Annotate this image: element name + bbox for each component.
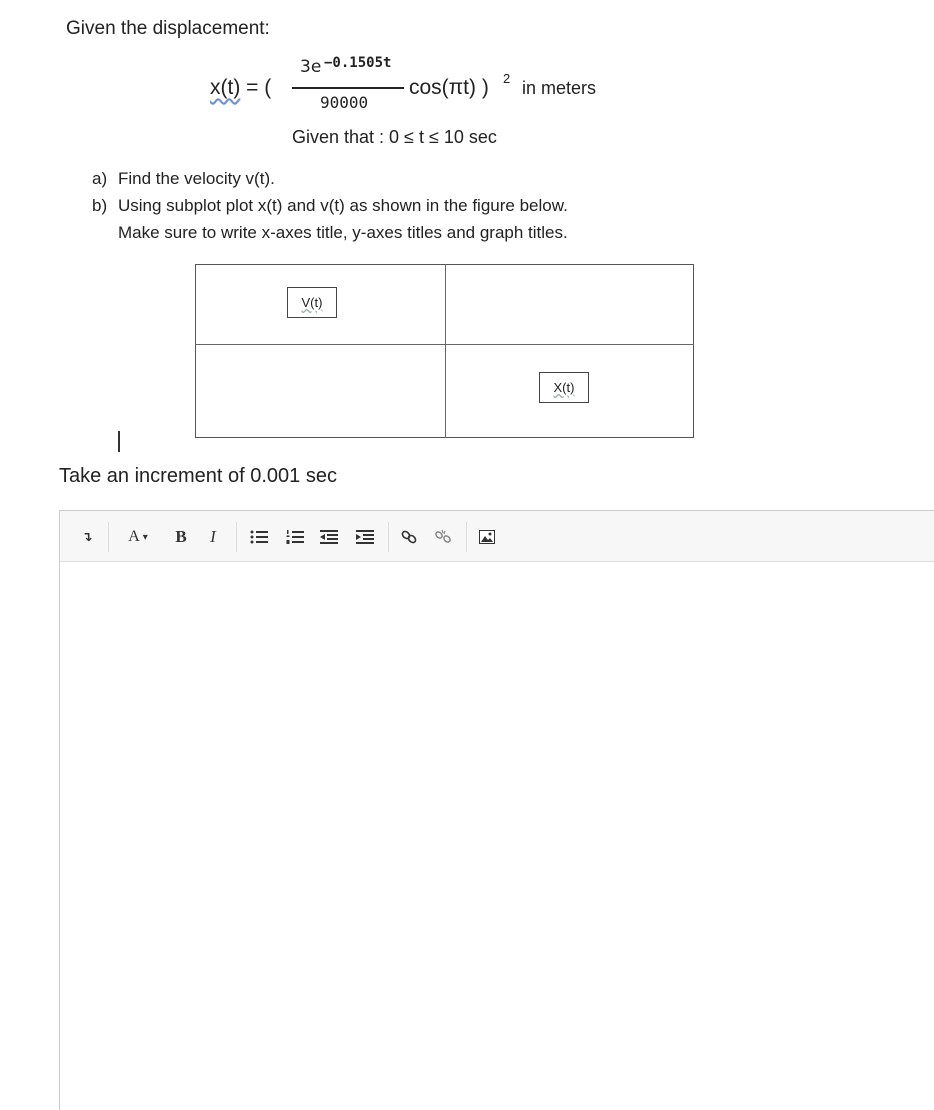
part-a-text: Find the velocity v(t). [118,169,275,188]
bold-button[interactable]: B [175,527,187,546]
subplot-label-x [539,372,589,403]
ordered-list-button[interactable] [284,524,306,550]
toolbar-separator [236,522,237,552]
insert-image-button[interactable] [476,524,498,550]
subplot-label-v [287,287,337,318]
toolbar-separator [388,522,389,552]
equation-units: in meters [522,78,597,98]
unlink-button[interactable] [432,524,454,550]
indent-button[interactable] [354,524,376,550]
part-a [92,165,568,192]
question-parts [92,165,568,246]
outdent-button[interactable] [318,524,340,550]
editor-content-area[interactable] [61,562,934,1109]
equation-cos-term: cos(πt) ) [409,76,489,99]
part-b-continuation: Make sure to write x-axes title, y-axes titles and graph titles. [118,223,568,242]
unordered-list-button[interactable] [248,524,270,550]
part-a-letter: a) [92,169,108,188]
fraction-bar [292,87,404,89]
unlink-icon [434,529,452,545]
equation-square: 2 [503,71,511,86]
chevron-down-icon: ▾ [142,531,148,543]
equation-lhs [210,76,271,100]
given-range: Given that : 0 ≤ t ≤ 10 sec [292,127,497,147]
figure-vertical-divider [445,264,446,438]
toolbar-separator [108,522,109,552]
outdent-icon [320,529,338,545]
part-b [92,192,568,219]
numbered-list-icon [286,529,304,545]
insert-link-button[interactable] [398,524,420,550]
subplot-label-v-text: V(t) [301,295,323,310]
italic-button[interactable]: I [210,527,216,546]
font-color-letter: A [128,528,140,545]
image-icon [479,530,495,544]
equation-exponent: −0.1505t [324,55,392,71]
indent-icon [356,529,374,545]
subplot-label-x-text: X(t) [553,380,575,395]
font-color-button[interactable] [118,524,158,550]
problem-heading: Given the displacement: [66,18,270,39]
link-icon [400,529,418,545]
bullet-list-icon [250,529,268,545]
text-cursor [118,431,120,452]
part-b-text: Using subplot plot x(t) and v(t) as shown in the figure below. [118,196,568,215]
equation-lhs-rest: = ( [240,76,272,99]
equation-denominator: 90000 [320,93,369,112]
equation-lhs-var: x(t) [210,76,241,99]
figure-horizontal-divider [195,344,694,345]
part-b-letter: b) [92,196,108,215]
equation-numerator: 3e [300,57,322,77]
increment-note: Take an increment of 0.001 sec [59,465,337,487]
paragraph-style-icon[interactable]: ↴ [81,529,93,544]
toolbar-separator [466,522,467,552]
